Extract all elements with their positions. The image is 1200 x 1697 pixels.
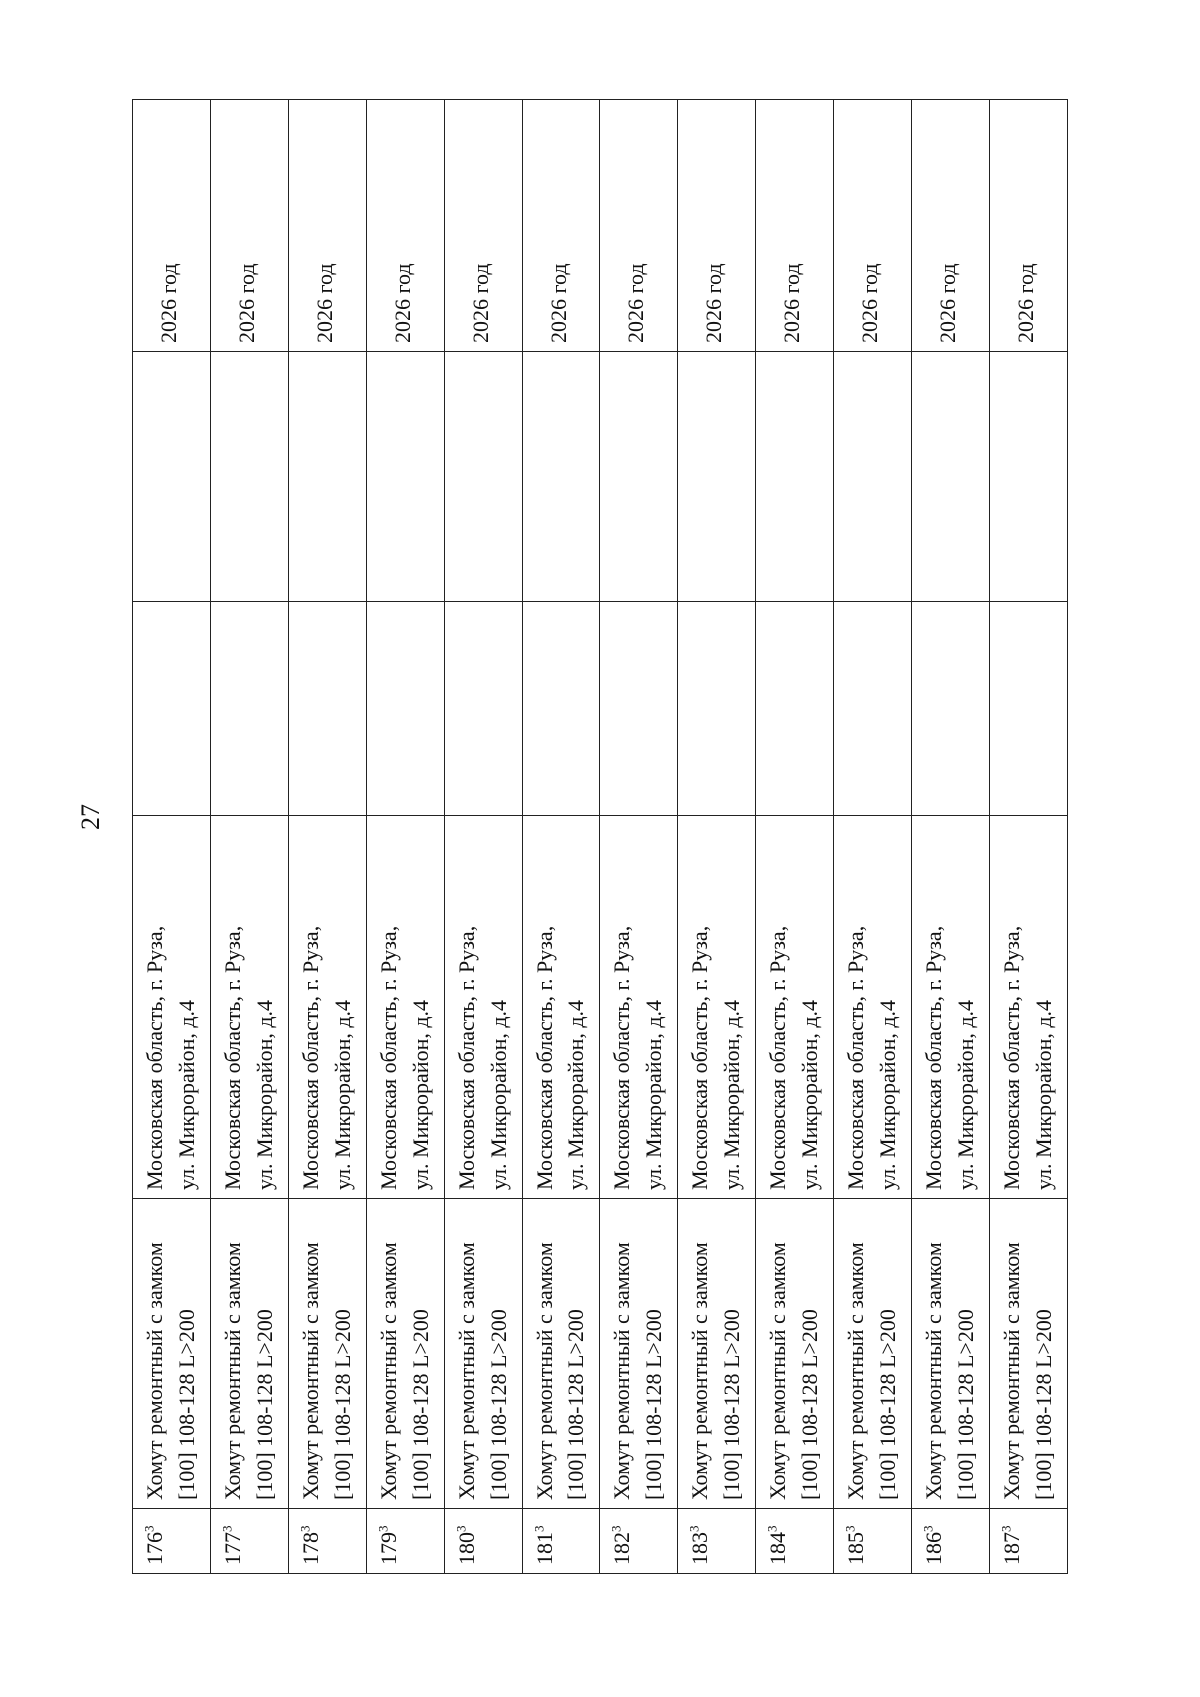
item-name-line-2: [100] 108-128 L>200 (407, 1309, 433, 1500)
row-number-superscript: 3 (764, 1525, 780, 1532)
row-number-superscript: 3 (998, 1525, 1014, 1532)
row-number: 177 (219, 1532, 245, 1565)
year-text: 2026 год (701, 263, 727, 343)
item-name-cell (133, 1199, 211, 1509)
empty-cell-2 (210, 352, 288, 602)
row-number-superscript: 3 (531, 1525, 547, 1532)
empty-cell-1 (133, 602, 211, 816)
address-line-1: Московская область, г. Руза, (219, 925, 245, 1190)
address-cell (989, 816, 1067, 1199)
item-name-line-1: Хомут ремонтный с замком (375, 1242, 401, 1500)
item-name-line-2: [100] 108-128 L>200 (952, 1309, 978, 1500)
row-number-superscript: 3 (609, 1525, 625, 1532)
table-row (756, 100, 834, 1574)
row-number-superscript: 3 (453, 1525, 469, 1532)
item-name-cell (756, 1199, 834, 1509)
address-line-1: Московская область, г. Руза, (609, 925, 635, 1190)
table-row (288, 100, 366, 1574)
address-line-2: ул. Микрорайон, д.4 (485, 999, 511, 1190)
year-text: 2026 год (935, 263, 961, 343)
item-name-line-1: Хомут ремонтный с замком (142, 1242, 167, 1500)
empty-cell-1 (600, 602, 678, 816)
address-cell (678, 816, 756, 1199)
empty-cell-1 (522, 602, 600, 816)
address-line-2: ул. Микрорайон, д.4 (563, 999, 589, 1190)
empty-cell-1 (678, 602, 756, 816)
year-text: 2026 год (857, 263, 883, 343)
item-name-cell (600, 1199, 678, 1509)
address-cell (912, 816, 990, 1199)
page-number: 27 (76, 804, 105, 830)
table-row (366, 100, 444, 1574)
row-number-cell (366, 1509, 444, 1574)
year-cell (678, 100, 756, 352)
year-text: 2026 год (389, 263, 415, 343)
empty-cell-1 (210, 602, 288, 816)
address-cell (756, 816, 834, 1199)
row-number: 185 (843, 1532, 869, 1565)
address-line-2: ул. Микрорайон, д.4 (952, 999, 978, 1190)
item-name-line-1: Хомут ремонтный с замком (453, 1242, 479, 1500)
table-row (210, 100, 288, 1574)
year-cell (133, 100, 211, 352)
address-line-1: Московская область, г. Руза, (531, 925, 557, 1190)
row-number-cell (989, 1509, 1067, 1574)
address-line-1: Московская область, г. Руза, (142, 925, 167, 1190)
year-text: 2026 год (467, 263, 493, 343)
table-body (133, 100, 1068, 1574)
row-number-superscript: 3 (219, 1525, 235, 1532)
address-line-2: ул. Микрорайон, д.4 (1030, 999, 1056, 1190)
item-name-cell (678, 1199, 756, 1509)
address-line-2: ул. Микрорайон, д.4 (719, 999, 745, 1190)
row-number: 183 (687, 1532, 713, 1565)
row-number-cell (522, 1509, 600, 1574)
address-line-1: Московская область, г. Руза, (687, 925, 713, 1190)
item-name-cell (366, 1199, 444, 1509)
address-line-1: Московская область, г. Руза, (998, 925, 1024, 1190)
address-line-1: Московская область, г. Руза, (453, 925, 479, 1190)
item-name-line-2: [100] 108-128 L>200 (251, 1309, 277, 1500)
item-name-line-2: [100] 108-128 L>200 (1030, 1309, 1056, 1500)
year-text: 2026 год (623, 263, 649, 343)
row-number-cell (444, 1509, 522, 1574)
address-cell (600, 816, 678, 1199)
empty-cell-2 (678, 352, 756, 602)
empty-cell-1 (912, 602, 990, 816)
row-number: 180 (453, 1532, 479, 1565)
year-cell (366, 100, 444, 352)
item-name-cell (989, 1199, 1067, 1509)
year-cell (756, 100, 834, 352)
year-text: 2026 год (779, 263, 805, 343)
empty-cell-2 (444, 352, 522, 602)
row-number: 186 (921, 1532, 947, 1565)
row-number: 182 (609, 1532, 635, 1565)
address-cell (210, 816, 288, 1199)
address-line-2: ул. Микрорайон, д.4 (875, 999, 901, 1190)
address-line-2: ул. Микрорайон, д.4 (329, 999, 355, 1190)
item-name-line-1: Хомут ремонтный с замком (609, 1242, 635, 1500)
address-line-2: ул. Микрорайон, д.4 (407, 999, 433, 1190)
table-row (989, 100, 1067, 1574)
item-name-cell (444, 1199, 522, 1509)
year-cell (834, 100, 912, 352)
year-cell (600, 100, 678, 352)
table-row (522, 100, 600, 1574)
empty-cell-2 (133, 352, 211, 602)
empty-cell-2 (834, 352, 912, 602)
row-number-cell (912, 1509, 990, 1574)
row-number-cell (210, 1509, 288, 1574)
empty-cell-2 (989, 352, 1067, 602)
year-text: 2026 год (233, 263, 259, 343)
address-cell (444, 816, 522, 1199)
row-number-cell (600, 1509, 678, 1574)
table-row (600, 100, 678, 1574)
item-name-line-1: Хомут ремонтный с замком (921, 1242, 947, 1500)
address-line-1: Московская область, г. Руза, (843, 925, 869, 1190)
year-text: 2026 год (545, 263, 571, 343)
row-number-superscript: 3 (141, 1525, 157, 1532)
year-cell (989, 100, 1067, 352)
row-number-superscript: 3 (375, 1525, 391, 1532)
year-text: 2026 год (311, 263, 337, 343)
item-name-line-2: [100] 108-128 L>200 (485, 1309, 511, 1500)
empty-cell-1 (989, 602, 1067, 816)
item-name-line-1: Хомут ремонтный с замком (531, 1242, 557, 1500)
rotated-table-wrapper (132, 100, 1068, 1574)
item-name-cell (912, 1199, 990, 1509)
address-line-2: ул. Микрорайон, д.4 (641, 999, 667, 1190)
row-number-superscript: 3 (920, 1525, 936, 1532)
year-cell (444, 100, 522, 352)
item-name-line-2: [100] 108-128 L>200 (641, 1309, 667, 1500)
address-cell (834, 816, 912, 1199)
item-name-line-1: Хомут ремонтный с замком (998, 1242, 1024, 1500)
year-cell (288, 100, 366, 352)
item-name-line-1: Хомут ремонтный с замком (843, 1242, 869, 1500)
item-name-line-1: Хомут ремонтный с замком (687, 1242, 713, 1500)
empty-cell-2 (756, 352, 834, 602)
row-number-cell (756, 1509, 834, 1574)
empty-cell-1 (288, 602, 366, 816)
year-text: 2026 год (156, 263, 181, 343)
item-name-line-1: Хомут ремонтный с замком (297, 1242, 323, 1500)
empty-cell-2 (912, 352, 990, 602)
item-name-line-2: [100] 108-128 L>200 (797, 1309, 823, 1500)
item-name-cell (522, 1199, 600, 1509)
item-name-line-1: Хомут ремонтный с замком (765, 1242, 791, 1500)
row-number: 187 (998, 1532, 1024, 1565)
row-number: 179 (375, 1532, 401, 1565)
row-number-cell (834, 1509, 912, 1574)
address-line-2: ул. Микрорайон, д.4 (173, 999, 199, 1190)
empty-cell-2 (600, 352, 678, 602)
row-number-superscript: 3 (842, 1525, 858, 1532)
table-row (834, 100, 912, 1574)
data-table (132, 99, 1068, 1574)
row-number-superscript: 3 (297, 1525, 313, 1532)
empty-cell-1 (834, 602, 912, 816)
table-row (678, 100, 756, 1574)
address-line-2: ул. Микрорайон, д.4 (797, 999, 823, 1190)
empty-cell-1 (444, 602, 522, 816)
item-name-line-2: [100] 108-128 L>200 (329, 1309, 355, 1500)
item-name-line-2: [100] 108-128 L>200 (719, 1309, 745, 1500)
item-name-cell (834, 1199, 912, 1509)
row-number-cell (288, 1509, 366, 1574)
row-number: 181 (531, 1532, 557, 1565)
address-cell (133, 816, 211, 1199)
row-number: 178 (297, 1532, 323, 1565)
empty-cell-1 (756, 602, 834, 816)
item-name-line-2: [100] 108-128 L>200 (173, 1309, 199, 1500)
empty-cell-2 (288, 352, 366, 602)
row-number-cell (678, 1509, 756, 1574)
year-cell (210, 100, 288, 352)
item-name-line-2: [100] 108-128 L>200 (875, 1309, 901, 1500)
row-number: 176 (142, 1532, 167, 1565)
year-cell (912, 100, 990, 352)
item-name-line-1: Хомут ремонтный с замком (219, 1242, 245, 1500)
empty-cell-2 (366, 352, 444, 602)
empty-cell-2 (522, 352, 600, 602)
address-cell (366, 816, 444, 1199)
empty-cell-1 (366, 602, 444, 816)
address-cell (522, 816, 600, 1199)
address-line-1: Московская область, г. Руза, (921, 925, 947, 1190)
address-line-1: Московская область, г. Руза, (765, 925, 791, 1190)
item-name-cell (288, 1199, 366, 1509)
row-number-superscript: 3 (687, 1525, 703, 1532)
address-line-1: Московская область, г. Руза, (375, 925, 401, 1190)
item-name-line-2: [100] 108-128 L>200 (563, 1309, 589, 1500)
year-cell (522, 100, 600, 352)
row-number-cell (133, 1509, 211, 1574)
table-row (133, 100, 211, 1574)
item-name-cell (210, 1199, 288, 1509)
address-line-1: Московская область, г. Руза, (297, 925, 323, 1190)
address-line-2: ул. Микрорайон, д.4 (251, 999, 277, 1190)
table-row (912, 100, 990, 1574)
year-text: 2026 год (1012, 263, 1038, 343)
row-number: 184 (765, 1532, 791, 1565)
address-cell (288, 816, 366, 1199)
table-row (444, 100, 522, 1574)
